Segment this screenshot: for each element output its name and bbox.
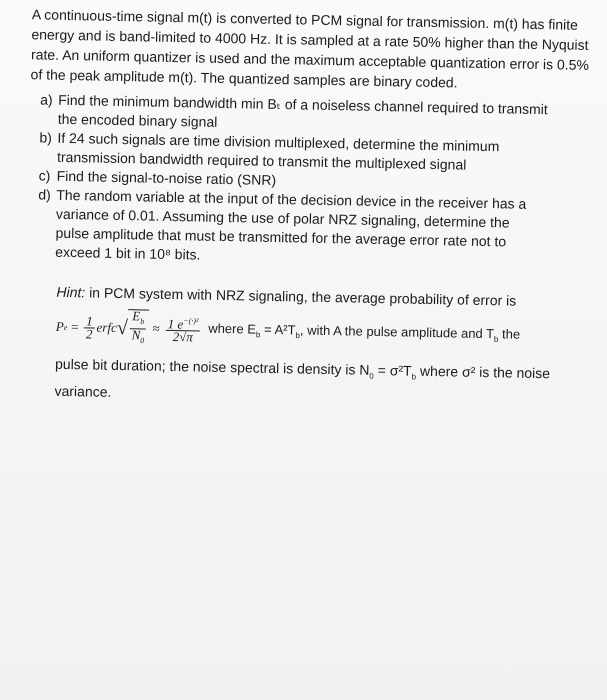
question-marker: c) <box>38 167 51 184</box>
frac-den: 2√π <box>172 329 194 345</box>
where-text: where E <box>208 320 257 337</box>
formula-equals: = <box>70 319 80 335</box>
formula-half <box>84 312 95 341</box>
error-probability-formula <box>55 310 592 354</box>
one-symbol: 1 <box>167 316 175 332</box>
where-sub: b <box>255 330 261 340</box>
question-text: If 24 such signals are time division multiplexed, determine the minimum transmission bandwidth required to transmit the multiplexed signal <box>56 129 500 173</box>
frac-num: 1 <box>86 312 93 328</box>
formula-eb-n0 <box>129 308 146 348</box>
eb-sub: b <box>140 317 145 327</box>
sqrt-body <box>127 310 148 348</box>
question-marker: d) <box>38 186 51 203</box>
eb-symbol: E <box>132 308 141 324</box>
question-list <box>13 90 596 272</box>
n0-sub: 0 <box>140 336 145 346</box>
question-text: Find the minimum bandwidth min Bₜ of a noiseless channel required to transmit the encoded binary signal <box>57 91 548 130</box>
formula-math <box>55 308 202 348</box>
noise-eq-sub: b <box>411 372 417 382</box>
with-end: the <box>501 326 521 342</box>
formula-where <box>208 321 520 345</box>
problem-sheet <box>10 4 597 411</box>
formula-gaussian <box>165 315 200 344</box>
hint-paragraph <box>56 282 556 312</box>
pi-symbol: π <box>186 329 194 345</box>
question-d <box>13 185 594 272</box>
noise-text: pulse bit duration; the noise spectral is density is N <box>54 355 370 378</box>
with-sub: b <box>493 334 499 345</box>
radical-sign: √ <box>116 316 129 339</box>
question-text: Find the signal-to-noise ratio (SNR) <box>56 167 277 188</box>
formula-approx: ≈ <box>152 320 160 336</box>
formula-lhs: P <box>55 318 64 334</box>
n0-symbol: N <box>131 327 141 343</box>
exponent: −(·)² <box>183 316 199 326</box>
two-symbol: 2 <box>172 329 180 345</box>
formula-lhs-sub: e <box>63 322 68 332</box>
question-text: The random variable at the input of the decision device in the receiver has a variance of 0.01. Assuming the use of polar NRZ signaling, determine the pulse amplitude that must be transmitted for the average error rate not to exceed 1 bit in 10⁸ bits. <box>55 186 527 263</box>
where-eq-sub: b <box>295 331 300 341</box>
hint-label: Hint: <box>56 283 86 301</box>
noise-definition <box>54 354 575 411</box>
question-marker: b) <box>39 129 53 146</box>
hint-text: in PCM system with NRZ signaling, the average probability of error is <box>89 284 517 309</box>
where-eq: = A²T <box>263 321 296 338</box>
formula-erfc: erfc <box>96 319 117 335</box>
frac-den: 2 <box>85 325 93 341</box>
problem-intro: A continuous-time signal m(t) is converted to PCM signal for transmission. m(t) has finite energy and is band-limited to 4000 Hz. It is sampled at a rate 50% higher than the Nyquist rate. An uniform quantizer is used and the maximum acceptable quantization error is 0.5% of the peak amplitude m(t). The quantized samples are binary coded. <box>30 6 590 91</box>
noise-sub: 0 <box>369 371 374 381</box>
e-symbol: e <box>177 316 184 332</box>
question-marker: a) <box>40 91 53 108</box>
with-text: , with A the pulse amplitude and T <box>299 322 495 342</box>
frac-den <box>129 329 146 347</box>
noise-eq: = σ²T <box>377 361 412 379</box>
formula-sqrt <box>116 309 148 347</box>
noise-end: where σ² is the noise variance. <box>54 362 551 400</box>
